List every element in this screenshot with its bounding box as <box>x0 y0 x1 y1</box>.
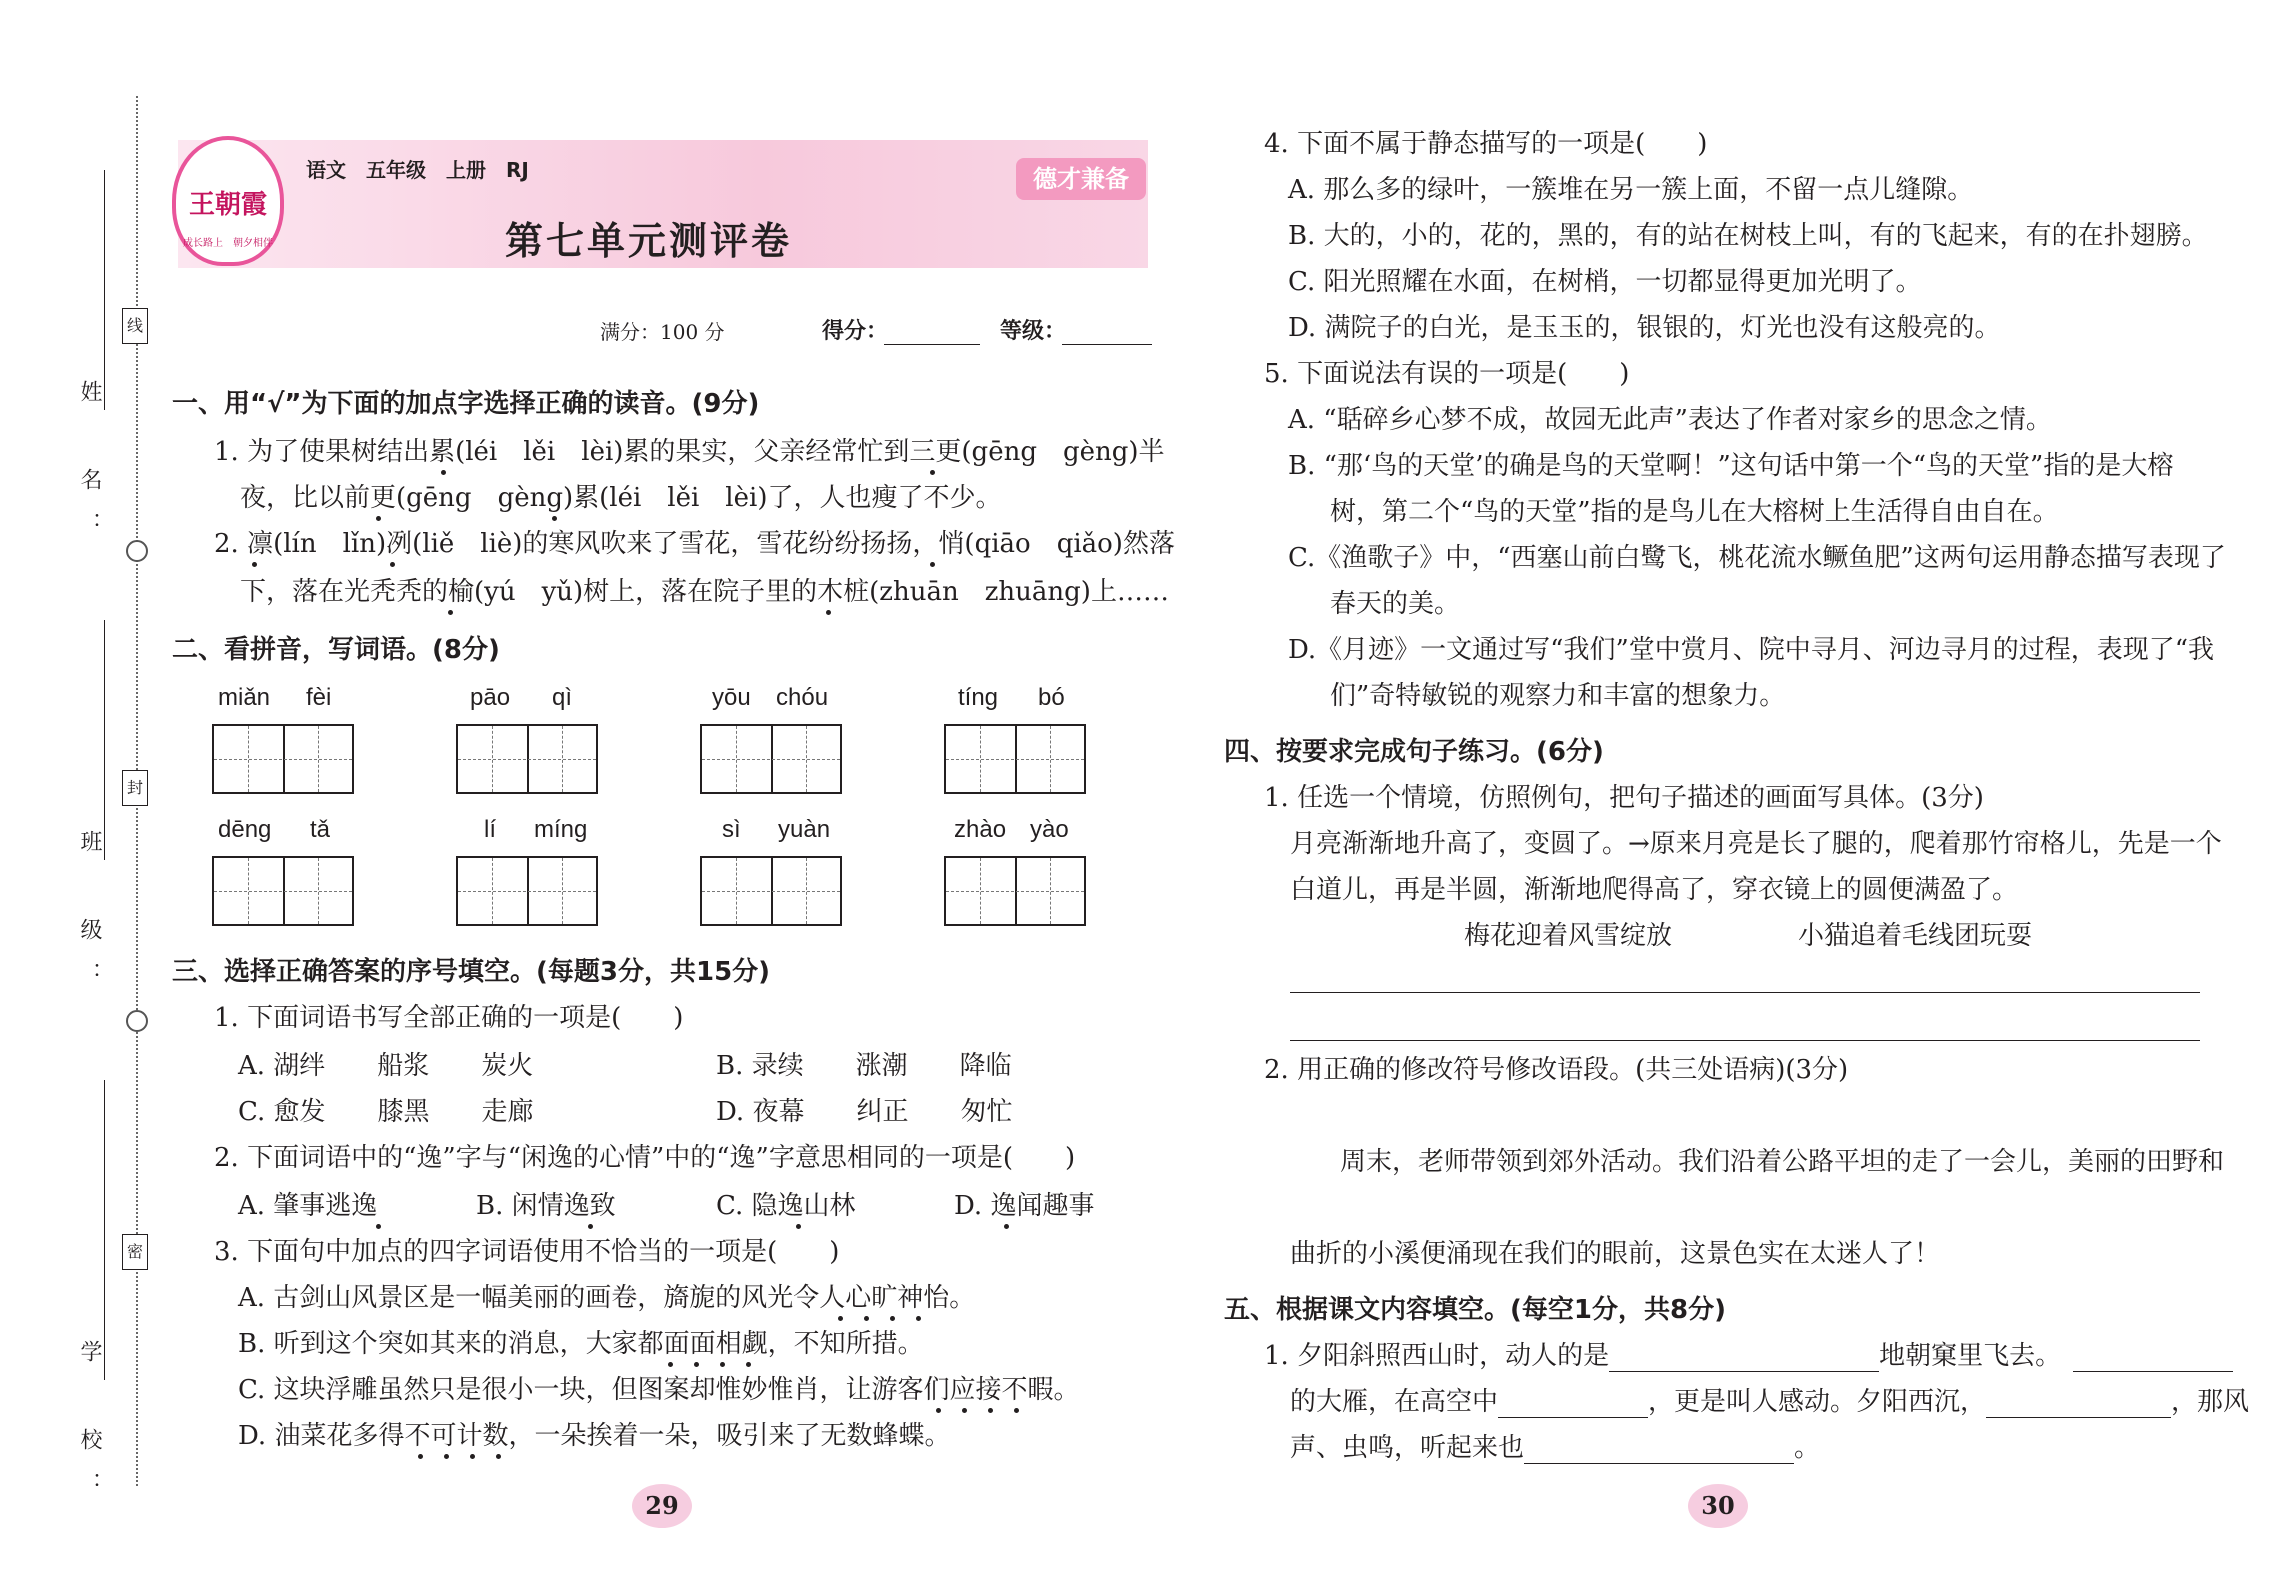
s5-text-2a: 的大雁，在高空中 <box>1290 1387 1499 1417</box>
s4-q1: 1. 任选一个情境，仿照例句，把句子描述的画面写具体。(3分) <box>1264 783 1984 813</box>
cut-mark-line: 线 <box>122 308 148 344</box>
answer-grid-5[interactable] <box>212 856 354 926</box>
pinyin-3a: yōu <box>712 684 751 711</box>
q5-optC-line2: 春天的美。 <box>1330 589 1461 619</box>
s5-line2 <box>1290 1386 2249 1418</box>
pinyin-4a: tíng <box>958 684 999 711</box>
answer-line-1[interactable] <box>1290 992 2200 993</box>
section2-heading: 二、看拼音，写词语。(8分) <box>172 635 500 665</box>
pinyin-7a: sì <box>722 816 741 843</box>
emphasis-dot <box>916 1316 921 1321</box>
fill-blank-4[interactable] <box>1986 1393 2171 1418</box>
q5-stem: 5. 下面说法有误的一项是( ) <box>1264 359 1630 389</box>
q5-optB-line1: B. “那‘鸟的天堂’的确是鸟的天堂啊！”这句话中第一个“鸟的天堂”指的是大榕 <box>1288 451 2174 481</box>
s1-q2-line2: 下，落在光秃秃的榆(yú yǔ)树上，落在院子里的木桩(zhuān zhuāng)上…… <box>240 577 1169 607</box>
answer-grid-2[interactable] <box>456 724 598 794</box>
emphasis-dot <box>496 1454 501 1459</box>
emphasis-dot <box>588 1224 593 1229</box>
motto-badge: 德才兼备 <box>1016 158 1146 200</box>
pinyin-3b: chóu <box>776 684 829 711</box>
s1-q1-line2: 夜，比以前更(gēng gèng)累(léi lěi lèi)了，人也瘦了不少。 <box>240 483 1002 513</box>
binding-hole-2 <box>126 1010 148 1032</box>
s3-q3: 3. 下面句中加点的四字词语使用不恰当的一项是( ) <box>214 1237 840 1267</box>
emphasis-dot <box>418 1454 423 1459</box>
s3-q2-optB: B. 闲情逸致 <box>476 1191 616 1221</box>
emphasis-dot <box>1014 1408 1019 1413</box>
series-tags: 语文 五年级 上册 RJ <box>306 158 529 182</box>
s3-q1-optA: A. 湖绊 船浆 炭火 <box>238 1051 534 1081</box>
emphasis-dot <box>962 1408 967 1413</box>
s3-q3-optB: B. 听到这个突如其来的消息，大家都面面相觑，不知所措。 <box>238 1329 924 1359</box>
s5-text-3a: 声、虫鸣，听起来也 <box>1290 1433 1525 1463</box>
grade-blank[interactable] <box>1062 344 1152 345</box>
fill-blank-3[interactable] <box>1498 1393 1648 1418</box>
emphasis-dot <box>1004 1224 1009 1229</box>
s4-example-line1: 月亮渐渐地升高了，变圆了。→原来月亮是长了腿的，爬着那竹帘格儿，先是一个 <box>1290 829 2222 859</box>
emphasis-dot <box>746 1362 751 1367</box>
s1-q2-line1: 2. 凛(lín lǐn)冽(liě liè)的寒风吹来了雪花，雪花纷纷扬扬，悄(qiāo qiǎo)然落 <box>214 529 1175 559</box>
q5-optD-line1: D.《月迹》一文通过写“我们”堂中赏月、院中寻月、河边寻月的过程，表现了“我 <box>1288 635 2215 665</box>
page-title: 第七单元测评卷 <box>505 219 793 263</box>
s5-line3 <box>1290 1432 1820 1464</box>
answer-grid-1[interactable] <box>212 724 354 794</box>
s3-q3-optD: D. 油菜花多得不可计数，一朵挨着一朵，吸引来了无数蜂蝶。 <box>238 1421 951 1451</box>
section5-heading: 五、根据课文内容填空。(每空1分，共8分) <box>1224 1295 1726 1325</box>
cut-mark-close: 密 <box>122 1234 148 1270</box>
s3-q1-optB: B. 录续 涨潮 降临 <box>716 1051 1012 1081</box>
q4-stem: 4. 下面不属于静态描写的一项是( ) <box>1264 129 1708 159</box>
s4-option-plum: 梅花迎着风雪绽放 <box>1464 921 1673 951</box>
q5-optC-line1: C.《渔歌子》中，“西塞山前白鹭飞，桃花流水鳜鱼肥”这两句运用静态描写表现了 <box>1288 543 2226 573</box>
section1-heading: 一、用“√”为下面的加点字选择正确的读音。(9分) <box>172 389 760 419</box>
s3-q3-optA: A. 古剑山风景区是一幅美丽的画卷，旖旎的风光令人心旷神怡。 <box>238 1283 976 1313</box>
emphasis-dot <box>252 562 257 567</box>
s4-paragraph-line2: 曲折的小溪便涌现在我们的眼前，这景色实在太迷人了！ <box>1290 1239 1941 1269</box>
emphasis-dot <box>930 470 935 475</box>
q4-optB: B. 大的，小的，花的，黑的，有的站在树枝上叫，有的飞起来，有的在扑翅膀。 <box>1288 221 2208 251</box>
emphasis-dot <box>444 1454 449 1459</box>
emphasis-dot <box>796 1224 801 1229</box>
emphasis-dot <box>448 610 453 615</box>
class-label: 班 级： <box>77 830 102 1006</box>
name-write-line <box>104 170 105 410</box>
emphasis-dot <box>720 1362 725 1367</box>
s5-text-3b: 。 <box>1794 1433 1821 1463</box>
s1-q1-line1: 1. 为了使果树结出累(léi lěi lèi)累的果实，父亲经常忙到三更(gēng gèng)半 <box>214 437 1165 467</box>
emphasis-dot <box>838 1316 843 1321</box>
emphasis-dot <box>668 1362 673 1367</box>
s3-q1: 1. 下面词语书写全部正确的一项是( ) <box>214 1003 684 1033</box>
s5-text-2c: ，那风 <box>2171 1387 2250 1417</box>
answer-grid-7[interactable] <box>700 856 842 926</box>
pinyin-1b: fèi <box>306 684 332 711</box>
q5-optB-line2: 树，第二个“鸟的天堂”指的是鸟儿在大榕树上生活得自由自在。 <box>1330 497 2059 527</box>
brand-logo <box>172 136 284 266</box>
grade-label: 等级： <box>1000 319 1067 344</box>
answer-grid-3[interactable] <box>700 724 842 794</box>
s3-q2-optD: D. 逸闻趣事 <box>954 1191 1095 1221</box>
q5-optA: A. “聒碎乡心梦不成，故园无此声”表达了作者对家乡的思念之情。 <box>1288 405 2052 435</box>
section4-heading: 四、按要求完成句子练习。(6分) <box>1224 737 1604 767</box>
emphasis-dot <box>864 1316 869 1321</box>
emphasis-dot <box>936 1408 941 1413</box>
pinyin-4b: bó <box>1038 684 1065 711</box>
s5-line1 <box>1264 1340 2233 1372</box>
page-number-left: 29 <box>632 1484 692 1528</box>
pinyin-1a: miǎn <box>218 684 271 711</box>
pinyin-2a: pāo <box>470 684 511 711</box>
emphasis-dot <box>930 562 935 567</box>
s4-example-line2: 白道儿，再是半圆，渐渐地爬得高了，穿衣镜上的圆便满盈了。 <box>1290 875 2019 905</box>
brand-name: 王朝霞 <box>188 190 267 220</box>
s5-text-2b: ，更是叫人感动。夕阳西沉， <box>1648 1387 1987 1417</box>
s4-paragraph-line1: 周末，老师带领到郊外活动。我们沿着公路平坦的走了一会儿，美丽的田野和 <box>1340 1147 2225 1177</box>
score-blank[interactable] <box>884 344 980 345</box>
pinyin-6a: lí <box>484 816 496 843</box>
emphasis-dot <box>826 610 831 615</box>
s3-q2-optA: A. 肇事逃逸 <box>238 1191 378 1221</box>
emphasis-dot <box>890 1316 895 1321</box>
answer-grid-8[interactable] <box>944 856 1086 926</box>
pinyin-6b: míng <box>534 816 588 843</box>
pinyin-2b: qì <box>552 684 573 711</box>
q4-optA: A. 那么多的绿叶，一簇堆在另一簇上面，不留一点儿缝隙。 <box>1288 175 1974 205</box>
s3-q3-optC: C. 这块浮雕虽然只是很小一块，但图案却惟妙惟肖，让游客们应接不暇。 <box>238 1375 1080 1405</box>
class-write-line <box>104 620 105 860</box>
emphasis-dot <box>552 516 557 521</box>
score-label: 得分： <box>822 319 889 344</box>
s5-text-1b: 地朝窠里飞去。 <box>1879 1341 2062 1371</box>
pinyin-5b: tǎ <box>310 816 331 843</box>
binding-hole-1 <box>126 540 148 562</box>
emphasis-dot <box>390 562 395 567</box>
full-score: 满分：100 分 <box>600 320 725 344</box>
q4-optD: D. 满院子的白光，是玉玉的，银银的，灯光也没有这般亮的。 <box>1288 313 2001 343</box>
s3-q2: 2. 下面词语中的“逸”字与“闲逸的心情”中的“逸”字意思相同的一项是( ) <box>214 1143 1076 1173</box>
pinyin-8a: zhào <box>954 816 1007 843</box>
cut-mark-seal: 封 <box>122 770 148 806</box>
emphasis-dot <box>988 1408 993 1413</box>
page-number-right: 30 <box>1688 1484 1748 1528</box>
section3-heading: 三、选择正确答案的序号填空。(每题3分，共15分) <box>172 957 771 987</box>
answer-grid-4[interactable] <box>944 724 1086 794</box>
emphasis-dot <box>376 1224 381 1229</box>
name-label: 姓 名： <box>77 380 102 556</box>
pinyin-7b: yuàn <box>778 816 831 843</box>
fill-blank-2[interactable] <box>2073 1347 2233 1372</box>
emphasis-dot <box>470 1454 475 1459</box>
s4-option-kitten: 小猫追着毛线团玩耍 <box>1798 921 2033 951</box>
school-write-line <box>104 1080 105 1380</box>
s3-q2-optC: C. 隐逸山林 <box>716 1191 856 1221</box>
s3-q1-optD: D. 夜幕 纠正 匆忙 <box>716 1097 1013 1127</box>
school-label: 学 校： <box>77 1340 102 1516</box>
emphasis-dot <box>694 1362 699 1367</box>
q4-optC: C. 阳光照耀在水面，在树梢，一切都显得更加光明了。 <box>1288 267 1922 297</box>
s3-q1-optC: C. 愈发 膝黑 走廊 <box>238 1097 534 1127</box>
fill-blank-5[interactable] <box>1524 1439 1794 1464</box>
fill-blank-1[interactable] <box>1609 1347 1879 1372</box>
s5-text-1a: 1. 夕阳斜照西山时，动人的是 <box>1264 1341 1610 1371</box>
emphasis-dot <box>376 516 381 521</box>
q5-optD-line2: 们”奇特敏锐的观察力和丰富的想象力。 <box>1330 681 1786 711</box>
answer-grid-6[interactable] <box>456 856 598 926</box>
brand-slogan: 成长路上 朝夕相伴 <box>183 238 273 249</box>
pinyin-8b: yào <box>1030 816 1069 843</box>
emphasis-dot <box>441 470 446 475</box>
answer-line-2[interactable] <box>1290 1040 2200 1041</box>
pinyin-5a: dēng <box>218 816 272 843</box>
s4-q2: 2. 用正确的修改符号修改语段。(共三处语病)(3分) <box>1264 1055 1849 1085</box>
